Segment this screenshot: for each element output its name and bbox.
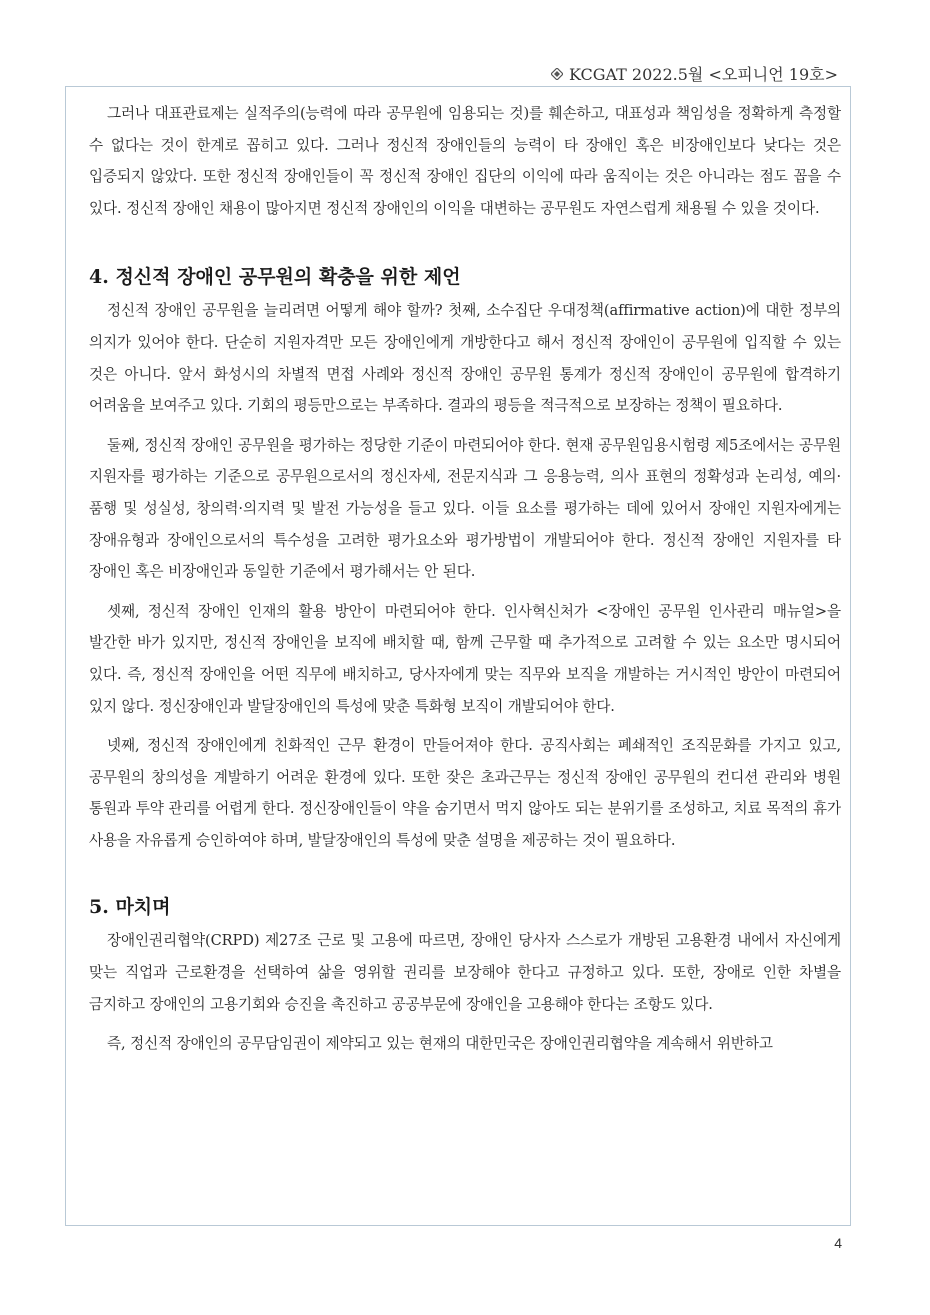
diamond-icon <box>551 68 563 80</box>
section-4-paragraph-1: 정신적 장애인 공무원을 늘리려면 어떻게 해야 할까? 첫째, 소수집단 우대정책(affirmative action)에 대한 정부의 의지가 있어야 한다. 단순히 지원자격만 모든 장애인에게 개방한다고 해서 정신적 장애인이 공무원에 입직할 수 있는 것은 아니다. 앞서 화성시의 차별적 면접 사례와 정신적 장애인 공무원 통계가 정신적 장애인이 공무원에 합격하기 어려움을 보여주고 있다. 기회의 평등만으로는 부족하다. 결과의 평등을 적극적으로 보장하는 정책이 필요하다. <box>89 302 841 415</box>
page-header <box>551 62 838 85</box>
section-4-paragraph-4: 넷째, 정신적 장애인에게 친화적인 근무 환경이 만들어져야 한다. 공직사회는 폐쇄적인 조직문화를 가지고 있고, 공무원의 창의성을 계발하기 어려운 환경에 있다. 또한 잦은 초과근무는 정신적 장애인 공무원의 컨디션 관리와 병원 통원과 투약 관리를 어렵게 한다. 정신장애인들이 약을 숨기면서 먹지 않아도 되는 분위기를 조성하고, 치료 목적의 휴가 사용을 자유롭게 승인하여야 하며, 발달장애인의 특성에 맞춘 설명을 제공하는 것이 필요하다. <box>89 737 841 849</box>
section-5-paragraph-1: 장애인권리협약(CRPD) 제27조 근로 및 고용에 따르면, 장애인 당사자 스스로가 개방된 고용환경 내에서 자신에게 맞는 직업과 근로환경을 선택하여 삶을 영위할 권리를 보장해야 한다고 규정하고 있다. 또한, 장애로 인한 차별을 금지하고 장애인의 고용기회와 승진을 촉진하고 공공부문에 장애인을 고용해야 한다는 조항도 있다. <box>89 932 841 1013</box>
intro-paragraph: 그러나 대표관료제는 실적주의(능력에 따라 공무원에 임용되는 것)를 훼손하고, 대표성과 책임성을 정확하게 측정할 수 없다는 것이 한계로 꼽히고 있다. 그러나 정신적 장애인들의 능력이 타 장애인 혹은 비장애인보다 낮다는 것은 입증되지 않았다. 또한 정신적 장애인들이 꼭 정신적 장애인 집단의 이익에 따라 움직이는 것은 아니라는 점도 꼽을 수 있다. 정신적 장애인 채용이 많아지면 정신적 장애인의 이익을 대변하는 공무원도 자연스럽게 채용될 수 있을 것이다. <box>89 105 841 217</box>
document-body <box>89 98 841 1060</box>
section-5-heading: 5. 마치며 <box>89 896 171 919</box>
section-5-paragraph-2: 즉, 정신적 장애인의 공무담임권이 제약되고 있는 현재의 대한민국은 장애인권리협약을 계속해서 위반하고 <box>107 1035 773 1053</box>
page-number: 4 <box>834 1235 842 1251</box>
header-text: KCGAT 2022.5월 <오피니언 19호> <box>568 65 838 84</box>
section-4-heading: 4. 정신적 장애인 공무원의 확충을 위한 제언 <box>89 266 461 289</box>
section-4-paragraph-3: 셋째, 정신적 장애인 인재의 활용 방안이 마련되어야 한다. 인사혁신처가 <장애인 공무원 인사관리 매뉴얼>을 발간한 바가 있지만, 정신적 장애인을 보직에 배치할 때, 함께 근무할 때 추가적으로 고려할 수 있는 요소만 명시되어 있다. 즉, 정신적 장애인을 어떤 직무에 배치하고, 당사자에게 맞는 직무와 보직을 개발하는 거시적인 방안이 마련되어 있지 않다. 정신장애인과 발달장애인의 특성에 맞춘 특화형 보직이 개발되어야 한다. <box>89 602 841 715</box>
section-4-paragraph-2: 둘째, 정신적 장애인 공무원을 평가하는 정당한 기준이 마련되어야 한다. 현재 공무원임용시험령 제5조에서는 공무원 지원자를 평가하는 기준으로 공무원으로서의 정신자세, 전문지식과 그 응용능력, 의사 표현의 정확성과 논리성, 예의·품행 및 성실성, 창의력·의지력 및 발전 가능성을 들고 있다. 이들 요소를 평가하는 데에 있어서 장애인 지원자에게는 장애유형과 장애인으로서의 특수성을 고려한 평가요소와 평가방법이 개발되어야 한다. 정신적 장애인 지원자를 타 장애인 혹은 비장애인과 동일한 기준에서 평가해서는 안 된다. <box>89 436 841 581</box>
